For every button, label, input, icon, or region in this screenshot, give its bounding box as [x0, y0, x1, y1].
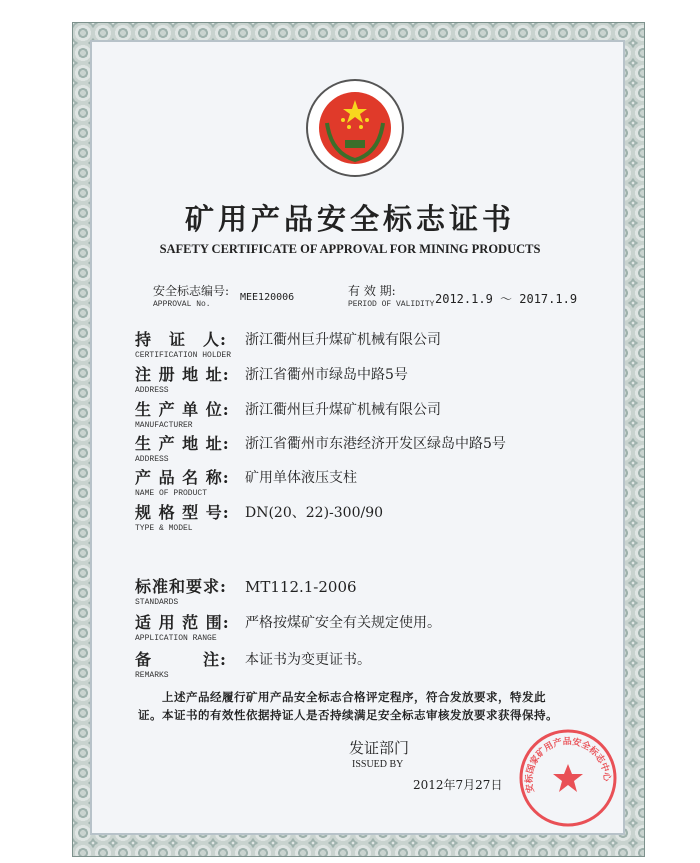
issue-date: 2012年7月27日 [413, 778, 503, 792]
field-label-en: ADDRESS [135, 455, 169, 464]
approval-label-en: APPROVAL No. [153, 300, 211, 309]
seal-text: 安标国家矿用产品安全标志中心 [524, 737, 612, 794]
field-label: 注 册 地 址: [135, 365, 230, 384]
issuer-label-en: ISSUED BY [352, 759, 404, 770]
validity-period: 2012.1.9 ～ 2017.1.9 [435, 292, 578, 306]
official-seal [518, 728, 618, 828]
field-label: 标准和要求: [135, 577, 227, 596]
field-value: 浙江省衢州市绿岛中路5号 [245, 367, 408, 383]
certificate-subtitle: SAFETY CERTIFICATE OF APPROVAL FOR MINING PRODUCTS [159, 242, 541, 256]
emblem-logo [305, 78, 405, 178]
field-label: 生 产 地 址: [135, 434, 230, 453]
field-label-en: STANDARDS [135, 598, 179, 607]
validity-label-en: PERIOD OF VALIDITY [348, 300, 435, 309]
seal-star-icon [553, 764, 583, 792]
field-value: 矿用单体液压支柱 [245, 470, 357, 486]
field-value: DN(20、22)-300/90 [245, 505, 384, 521]
certificate-title: 矿用产品安全标志证书 [184, 202, 515, 236]
field-value: 严格按煤矿安全有关规定使用。 [245, 615, 441, 631]
approval-number: MEE120006 [240, 292, 295, 303]
statement-line-2: 证。本证书的有效性依据持证人是否持续满足安全标志审核发放要求获得保持。 [138, 708, 558, 722]
field-label: 备 注: [135, 650, 227, 669]
field-label-en: NAME OF PRODUCT [135, 489, 208, 498]
field-label: 规 格 型 号: [135, 503, 230, 522]
field-label-en: MANUFACTURER [135, 421, 193, 430]
issuer-label: 发证部门 [349, 739, 410, 757]
field-label-en: TYPE & MODEL [135, 524, 193, 533]
field-value: 浙江衢州巨升煤矿机械有限公司 [245, 402, 441, 418]
approval-label: 安全标志编号: [153, 284, 230, 298]
field-value: 浙江衢州巨升煤矿机械有限公司 [245, 332, 441, 348]
field-label-en: ADDRESS [135, 386, 169, 395]
field-value: 浙江省衢州市东港经济开发区绿岛中路5号 [245, 436, 506, 452]
field-label-en: APPLICATION RANGE [135, 634, 217, 643]
validity-label: 有 效 期: [348, 284, 396, 298]
field-label-en: CERTIFICATION HOLDER [135, 351, 232, 360]
field-value: MT112.1-2006 [245, 578, 357, 596]
statement-line-1: 上述产品经履行矿用产品安全标志合格评定程序，符合发放要求，特发此 [162, 690, 546, 704]
field-label: 生 产 单 位: [135, 400, 230, 419]
field-label: 产 品 名 称: [135, 468, 230, 487]
field-label: 持 证 人: [135, 330, 227, 349]
field-value: 本证书为变更证书。 [245, 652, 371, 668]
field-label-en: REMARKS [135, 671, 169, 680]
field-label: 适 用 范 围: [135, 613, 230, 632]
